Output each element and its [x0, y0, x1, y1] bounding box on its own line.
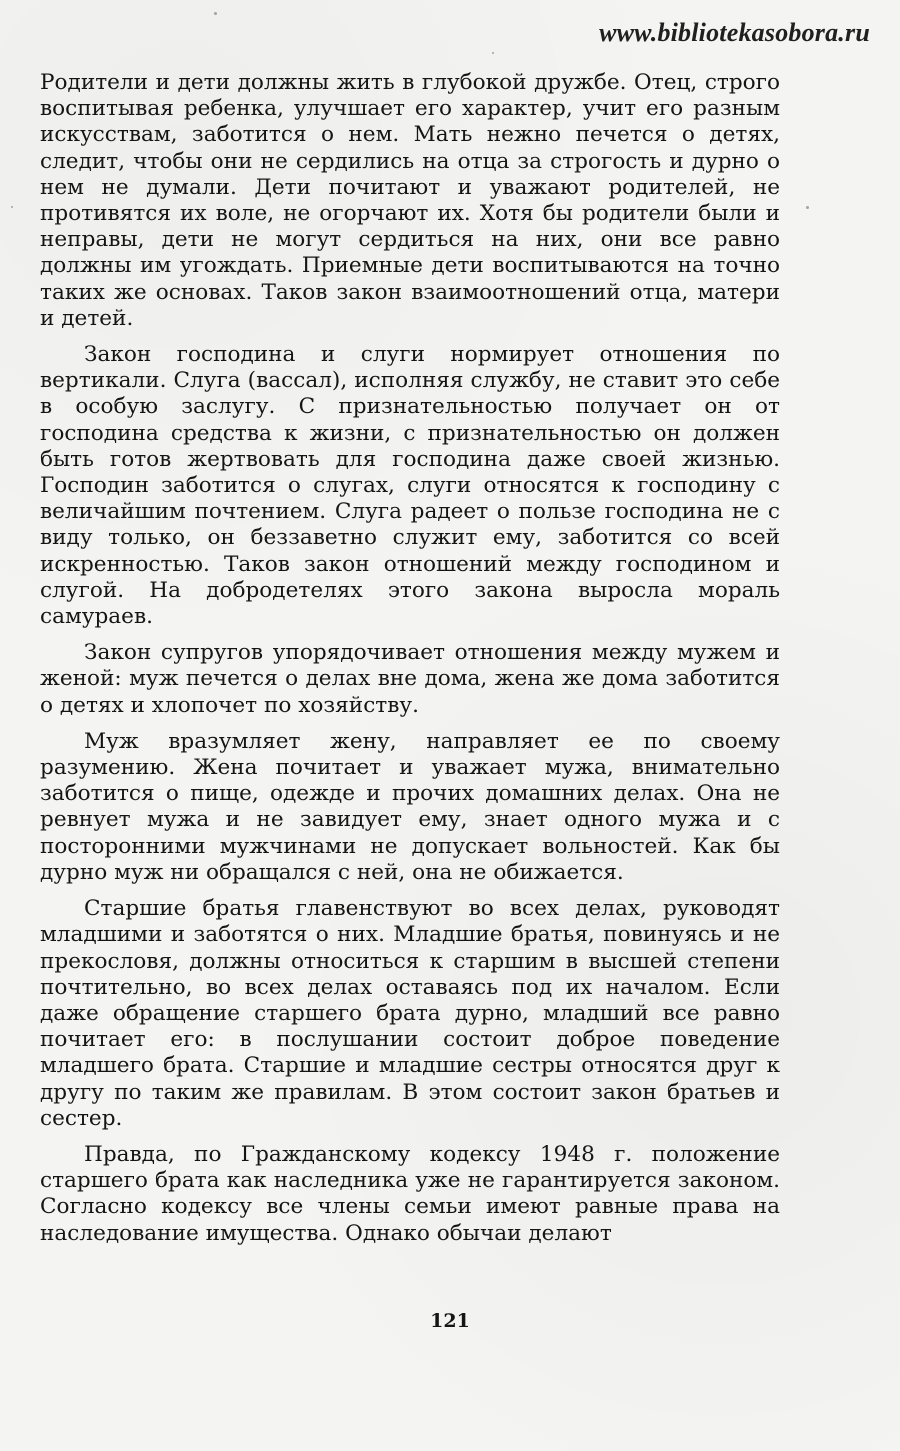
body-text — [40, 70, 780, 1247]
paragraph-master-servant: Закон господина и слуги нормирует отношения по вертикали. Слуга (вассал), исполняя службу, не ставит это себе в особую заслугу. С признательностью получает он от господина средства к жизни, с признательностью он должен быть готов жертвовать для господина даже своей жизнью. Господин заботится о слугах, слуги относятся к господину с величайшим почтением. Слуга радеет о пользе господина не с виду только, он беззаветно служит ему, заботится со всей искренностью. Таков закон отношений между господином и слугой. На добродетелях этого закона выросла мораль самураев. — [40, 342, 780, 630]
paragraph-brothers-sisters: Старшие братья главенствуют во всех делах, руководят младшими и заботятся о них. Младшие братья, повинуясь и не прекословя, должны относиться к старшим в высшей степени почтительно, во всех делах оставаясь под их началом. Если даже обращение старшего брата дурно, младший все равно почитает его: в послушании состоит доброе поведение младшего брата. Старшие и младшие сестры относятся друг к другу по таким же правилам. В этом состоит закон братьев и сестер. — [40, 896, 780, 1131]
paragraph-civil-code: Правда, по Гражданскому кодексу 1948 г. положение старшего брата как наследника уже не гарантируется законом. Согласно кодексу все члены семьи имеют равные права на наследование имущества. Однако обычаи делают — [40, 1141, 780, 1246]
site-watermark: www.bibliotekasobora.ru — [599, 18, 870, 47]
scan-speck — [806, 206, 809, 209]
paragraph-husband-wife: Муж вразумляет жену, направляет ее по своему разумению. Жена почитает и уважает мужа, внимательно заботится о пище, одежде и прочих домашних делах. Она не ревнует мужа и не завидует ему, знает одного мужа и с посторонними мужчинами не допускает вольностей. Как бы дурно муж ни обращался с ней, она не обижается. — [40, 728, 780, 885]
paragraph-spouses-law: Закон супругов упорядочивает отношения между мужем и женой: муж печется о делах вне дома, жена же дома заботится о детях и хлопочет по хозяйству. — [40, 640, 780, 718]
scan-speck — [214, 12, 217, 15]
scan-speck — [11, 206, 13, 208]
paragraph-parents-children: Родители и дети должны жить в глубокой дружбе. Отец, строго воспитывая ребенка, улучшает его характер, учит его разным искусствам, заботится о нем. Мать нежно печется о детях, следит, чтобы они не сердились на отца за строгость и дурно о нем не думали. Дети почитают и уважают родителей, не противятся их воле, не огорчают их. Хотя бы родители были и неправы, дети не могут сердиться на них, они все равно должны им угождать. Приемные дети воспитываются на точно таких же основах. Таков закон взаимоотношений отца, матери и детей. — [40, 70, 780, 331]
scan-speck — [492, 52, 494, 54]
page-number: 121 — [430, 1310, 470, 1332]
